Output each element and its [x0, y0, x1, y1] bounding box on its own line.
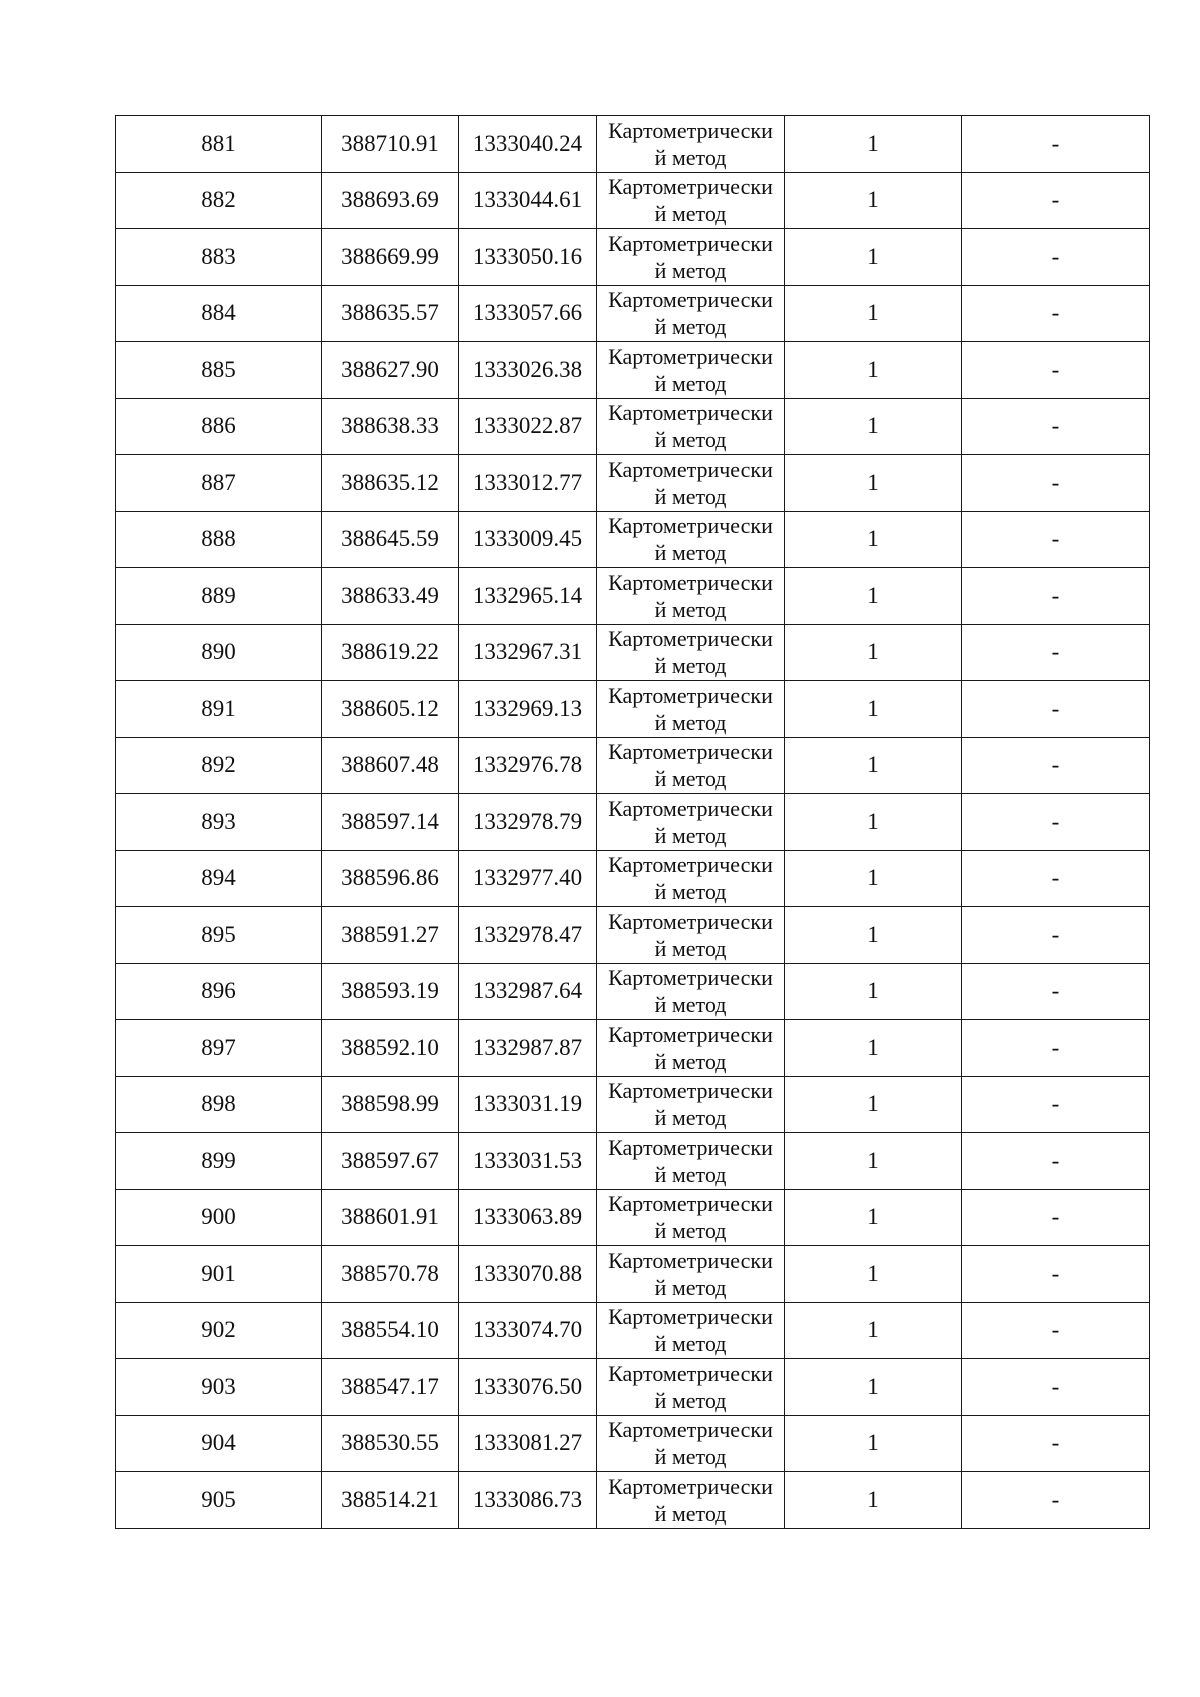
- x-coordinate-cell: 388645.59: [322, 511, 459, 568]
- y-coordinate-cell: 1333040.24: [459, 116, 597, 173]
- method-line-1: Картометрически: [608, 456, 773, 482]
- y-coordinate-cell: 1332967.31: [459, 624, 597, 681]
- note-cell: -: [962, 737, 1150, 794]
- method-line-1: Картометрически: [608, 626, 773, 652]
- accuracy-cell: 1: [785, 511, 962, 568]
- method-line-2: й метод: [654, 1048, 727, 1074]
- method-line-1: Картометрически: [608, 852, 773, 878]
- note-cell: -: [962, 285, 1150, 342]
- note-cell: -: [962, 172, 1150, 229]
- table-row: [116, 1302, 1150, 1359]
- point-number-cell: 887: [116, 455, 322, 512]
- method-text: [597, 625, 784, 679]
- method-line-2: й метод: [654, 709, 727, 735]
- table-row: [116, 511, 1150, 568]
- y-coordinate-cell: 1333076.50: [459, 1359, 597, 1416]
- method-text: [597, 1134, 784, 1188]
- note-cell: -: [962, 1189, 1150, 1246]
- y-coordinate-cell: 1333012.77: [459, 455, 597, 512]
- y-coordinate-cell: 1333026.38: [459, 342, 597, 399]
- method-line-2: й метод: [654, 483, 727, 509]
- method-line-1: Картометрически: [608, 1473, 773, 1499]
- x-coordinate-cell: 388601.91: [322, 1189, 459, 1246]
- y-coordinate-cell: 1333031.19: [459, 1076, 597, 1133]
- point-number-cell: 889: [116, 568, 322, 625]
- method-text: [597, 964, 784, 1018]
- method-cell: [597, 511, 785, 568]
- x-coordinate-cell: 388693.69: [322, 172, 459, 229]
- accuracy-cell: 1: [785, 285, 962, 342]
- point-number-cell: 890: [116, 624, 322, 681]
- x-coordinate-cell: 388669.99: [322, 229, 459, 286]
- method-line-1: Картометрически: [608, 682, 773, 708]
- accuracy-cell: 1: [785, 1076, 962, 1133]
- accuracy-cell: 1: [785, 1246, 962, 1303]
- note-cell: -: [962, 455, 1150, 512]
- point-number-cell: 901: [116, 1246, 322, 1303]
- method-text: [597, 1416, 784, 1470]
- x-coordinate-cell: 388554.10: [322, 1302, 459, 1359]
- method-line-1: Картометрически: [608, 513, 773, 539]
- accuracy-cell: 1: [785, 568, 962, 625]
- method-line-1: Картометрически: [608, 1134, 773, 1160]
- table-row: [116, 1415, 1150, 1472]
- method-line-2: й метод: [654, 1105, 727, 1131]
- table-row: [116, 737, 1150, 794]
- method-line-2: й метод: [654, 879, 727, 905]
- point-number-cell: 888: [116, 511, 322, 568]
- table-row: [116, 1076, 1150, 1133]
- method-cell: [597, 342, 785, 399]
- x-coordinate-cell: 388635.57: [322, 285, 459, 342]
- method-cell: [597, 1076, 785, 1133]
- accuracy-cell: 1: [785, 1415, 962, 1472]
- table-row: [116, 455, 1150, 512]
- x-coordinate-cell: 388607.48: [322, 737, 459, 794]
- note-cell: -: [962, 568, 1150, 625]
- method-line-1: Картометрически: [608, 908, 773, 934]
- method-cell: [597, 907, 785, 964]
- note-cell: -: [962, 1415, 1150, 1472]
- y-coordinate-cell: 1332978.47: [459, 907, 597, 964]
- method-text: [597, 230, 784, 284]
- note-cell: -: [962, 907, 1150, 964]
- x-coordinate-cell: 388633.49: [322, 568, 459, 625]
- method-cell: [597, 794, 785, 851]
- method-cell: [597, 1472, 785, 1529]
- note-cell: -: [962, 398, 1150, 455]
- y-coordinate-cell: 1332987.64: [459, 963, 597, 1020]
- method-line-1: Картометрически: [608, 1417, 773, 1443]
- method-text: [597, 286, 784, 340]
- point-number-cell: 894: [116, 850, 322, 907]
- method-text: [597, 117, 784, 171]
- method-line-2: й метод: [654, 935, 727, 961]
- y-coordinate-cell: 1333050.16: [459, 229, 597, 286]
- method-text: [597, 1360, 784, 1414]
- y-coordinate-cell: 1332965.14: [459, 568, 597, 625]
- y-coordinate-cell: 1332978.79: [459, 794, 597, 851]
- x-coordinate-cell: 388638.33: [322, 398, 459, 455]
- method-line-2: й метод: [654, 314, 727, 340]
- method-line-1: Картометрически: [608, 174, 773, 200]
- accuracy-cell: 1: [785, 737, 962, 794]
- note-cell: -: [962, 511, 1150, 568]
- method-cell: [597, 737, 785, 794]
- accuracy-cell: 1: [785, 1472, 962, 1529]
- y-coordinate-cell: 1333063.89: [459, 1189, 597, 1246]
- table-row: [116, 1020, 1150, 1077]
- x-coordinate-cell: 388596.86: [322, 850, 459, 907]
- note-cell: -: [962, 1020, 1150, 1077]
- accuracy-cell: 1: [785, 342, 962, 399]
- table-row: [116, 229, 1150, 286]
- method-text: [597, 1077, 784, 1131]
- method-line-1: Картометрически: [608, 795, 773, 821]
- point-number-cell: 895: [116, 907, 322, 964]
- accuracy-cell: 1: [785, 907, 962, 964]
- method-line-2: й метод: [654, 1274, 727, 1300]
- method-line-2: й метод: [654, 201, 727, 227]
- accuracy-cell: 1: [785, 1359, 962, 1416]
- note-cell: -: [962, 681, 1150, 738]
- note-cell: -: [962, 1246, 1150, 1303]
- table-row: [116, 907, 1150, 964]
- y-coordinate-cell: 1333009.45: [459, 511, 597, 568]
- table-row: [116, 568, 1150, 625]
- method-line-1: Картометрически: [608, 1360, 773, 1386]
- method-line-1: Картометрически: [608, 1191, 773, 1217]
- x-coordinate-cell: 388592.10: [322, 1020, 459, 1077]
- accuracy-cell: 1: [785, 116, 962, 173]
- y-coordinate-cell: 1332969.13: [459, 681, 597, 738]
- table-row: [116, 963, 1150, 1020]
- method-cell: [597, 1302, 785, 1359]
- method-text: [597, 343, 784, 397]
- note-cell: -: [962, 116, 1150, 173]
- y-coordinate-cell: 1333074.70: [459, 1302, 597, 1359]
- method-line-2: й метод: [654, 1331, 727, 1357]
- method-line-1: Картометрически: [608, 1247, 773, 1273]
- y-coordinate-cell: 1333070.88: [459, 1246, 597, 1303]
- note-cell: -: [962, 850, 1150, 907]
- method-cell: [597, 398, 785, 455]
- y-coordinate-cell: 1332977.40: [459, 850, 597, 907]
- accuracy-cell: 1: [785, 1189, 962, 1246]
- note-cell: -: [962, 1302, 1150, 1359]
- accuracy-cell: 1: [785, 624, 962, 681]
- accuracy-cell: 1: [785, 229, 962, 286]
- coordinates-table: [115, 115, 1150, 1529]
- table-row: [116, 1133, 1150, 1190]
- accuracy-cell: 1: [785, 398, 962, 455]
- note-cell: -: [962, 229, 1150, 286]
- y-coordinate-cell: 1333031.53: [459, 1133, 597, 1190]
- y-coordinate-cell: 1332987.87: [459, 1020, 597, 1077]
- method-cell: [597, 568, 785, 625]
- note-cell: -: [962, 624, 1150, 681]
- method-line-2: й метод: [654, 370, 727, 396]
- method-cell: [597, 116, 785, 173]
- x-coordinate-cell: 388514.21: [322, 1472, 459, 1529]
- method-line-1: Картометрически: [608, 569, 773, 595]
- method-cell: [597, 1133, 785, 1190]
- table-row: [116, 172, 1150, 229]
- point-number-cell: 882: [116, 172, 322, 229]
- method-text: [597, 173, 784, 227]
- x-coordinate-cell: 388597.67: [322, 1133, 459, 1190]
- method-cell: [597, 624, 785, 681]
- table-row: [116, 850, 1150, 907]
- y-coordinate-cell: 1333086.73: [459, 1472, 597, 1529]
- accuracy-cell: 1: [785, 172, 962, 229]
- method-text: [597, 456, 784, 510]
- method-text: [597, 1021, 784, 1075]
- x-coordinate-cell: 388597.14: [322, 794, 459, 851]
- point-number-cell: 884: [116, 285, 322, 342]
- x-coordinate-cell: 388635.12: [322, 455, 459, 512]
- method-cell: [597, 229, 785, 286]
- y-coordinate-cell: 1333022.87: [459, 398, 597, 455]
- method-line-2: й метод: [654, 822, 727, 848]
- method-text: [597, 908, 784, 962]
- method-text: [597, 569, 784, 623]
- table-row: [116, 398, 1150, 455]
- note-cell: -: [962, 342, 1150, 399]
- x-coordinate-cell: 388710.91: [322, 116, 459, 173]
- x-coordinate-cell: 388619.22: [322, 624, 459, 681]
- coordinates-table-body: [116, 116, 1150, 1529]
- method-text: [597, 512, 784, 566]
- point-number-cell: 893: [116, 794, 322, 851]
- table-row: [116, 1189, 1150, 1246]
- point-number-cell: 899: [116, 1133, 322, 1190]
- method-line-2: й метод: [654, 427, 727, 453]
- note-cell: -: [962, 1359, 1150, 1416]
- method-line-2: й метод: [654, 257, 727, 283]
- point-number-cell: 897: [116, 1020, 322, 1077]
- note-cell: -: [962, 794, 1150, 851]
- method-line-2: й метод: [654, 653, 727, 679]
- method-line-1: Картометрически: [608, 287, 773, 313]
- point-number-cell: 891: [116, 681, 322, 738]
- accuracy-cell: 1: [785, 1020, 962, 1077]
- x-coordinate-cell: 388570.78: [322, 1246, 459, 1303]
- point-number-cell: 902: [116, 1302, 322, 1359]
- method-text: [597, 1473, 784, 1527]
- table-row: [116, 342, 1150, 399]
- accuracy-cell: 1: [785, 963, 962, 1020]
- method-cell: [597, 1246, 785, 1303]
- table-row: [116, 681, 1150, 738]
- method-line-1: Картометрически: [608, 965, 773, 991]
- note-cell: -: [962, 1076, 1150, 1133]
- point-number-cell: 896: [116, 963, 322, 1020]
- x-coordinate-cell: 388593.19: [322, 963, 459, 1020]
- table-row: [116, 794, 1150, 851]
- method-line-2: й метод: [654, 144, 727, 170]
- method-cell: [597, 1020, 785, 1077]
- method-line-1: Картометрически: [608, 343, 773, 369]
- method-line-1: Картометрически: [608, 230, 773, 256]
- y-coordinate-cell: 1333057.66: [459, 285, 597, 342]
- accuracy-cell: 1: [785, 850, 962, 907]
- point-number-cell: 900: [116, 1189, 322, 1246]
- table-row: [116, 1246, 1150, 1303]
- method-line-2: й метод: [654, 540, 727, 566]
- y-coordinate-cell: 1333081.27: [459, 1415, 597, 1472]
- method-line-2: й метод: [654, 1444, 727, 1470]
- method-line-1: Картометрически: [608, 1021, 773, 1047]
- point-number-cell: 892: [116, 737, 322, 794]
- table-row: [116, 1472, 1150, 1529]
- method-cell: [597, 681, 785, 738]
- method-line-1: Картометрически: [608, 400, 773, 426]
- x-coordinate-cell: 388530.55: [322, 1415, 459, 1472]
- x-coordinate-cell: 388627.90: [322, 342, 459, 399]
- method-text: [597, 851, 784, 905]
- method-line-2: й метод: [654, 1161, 727, 1187]
- x-coordinate-cell: 388547.17: [322, 1359, 459, 1416]
- method-line-1: Картометрически: [608, 1304, 773, 1330]
- note-cell: -: [962, 1472, 1150, 1529]
- y-coordinate-cell: 1333044.61: [459, 172, 597, 229]
- accuracy-cell: 1: [785, 681, 962, 738]
- point-number-cell: 886: [116, 398, 322, 455]
- x-coordinate-cell: 388591.27: [322, 907, 459, 964]
- note-cell: -: [962, 963, 1150, 1020]
- point-number-cell: 883: [116, 229, 322, 286]
- x-coordinate-cell: 388605.12: [322, 681, 459, 738]
- note-cell: -: [962, 1133, 1150, 1190]
- table-row: [116, 624, 1150, 681]
- method-cell: [597, 172, 785, 229]
- method-cell: [597, 285, 785, 342]
- method-cell: [597, 1189, 785, 1246]
- method-line-1: Картометрически: [608, 739, 773, 765]
- method-text: [597, 738, 784, 792]
- method-cell: [597, 455, 785, 512]
- table-row: [116, 285, 1150, 342]
- point-number-cell: 905: [116, 1472, 322, 1529]
- method-line-2: й метод: [654, 766, 727, 792]
- accuracy-cell: 1: [785, 1302, 962, 1359]
- method-line-1: Картометрически: [608, 1078, 773, 1104]
- method-line-2: й метод: [654, 1387, 727, 1413]
- method-text: [597, 1190, 784, 1244]
- y-coordinate-cell: 1332976.78: [459, 737, 597, 794]
- table-row: [116, 1359, 1150, 1416]
- point-number-cell: 903: [116, 1359, 322, 1416]
- method-text: [597, 1247, 784, 1301]
- method-cell: [597, 850, 785, 907]
- table-row: [116, 116, 1150, 173]
- accuracy-cell: 1: [785, 455, 962, 512]
- point-number-cell: 881: [116, 116, 322, 173]
- method-line-2: й метод: [654, 1500, 727, 1526]
- method-line-2: й метод: [654, 992, 727, 1018]
- method-line-1: Картометрически: [608, 117, 773, 143]
- method-cell: [597, 963, 785, 1020]
- method-line-2: й метод: [654, 1218, 727, 1244]
- accuracy-cell: 1: [785, 1133, 962, 1190]
- method-cell: [597, 1415, 785, 1472]
- method-cell: [597, 1359, 785, 1416]
- method-line-2: й метод: [654, 596, 727, 622]
- accuracy-cell: 1: [785, 794, 962, 851]
- point-number-cell: 898: [116, 1076, 322, 1133]
- point-number-cell: 904: [116, 1415, 322, 1472]
- x-coordinate-cell: 388598.99: [322, 1076, 459, 1133]
- method-text: [597, 795, 784, 849]
- method-text: [597, 399, 784, 453]
- point-number-cell: 885: [116, 342, 322, 399]
- method-text: [597, 1303, 784, 1357]
- method-text: [597, 682, 784, 736]
